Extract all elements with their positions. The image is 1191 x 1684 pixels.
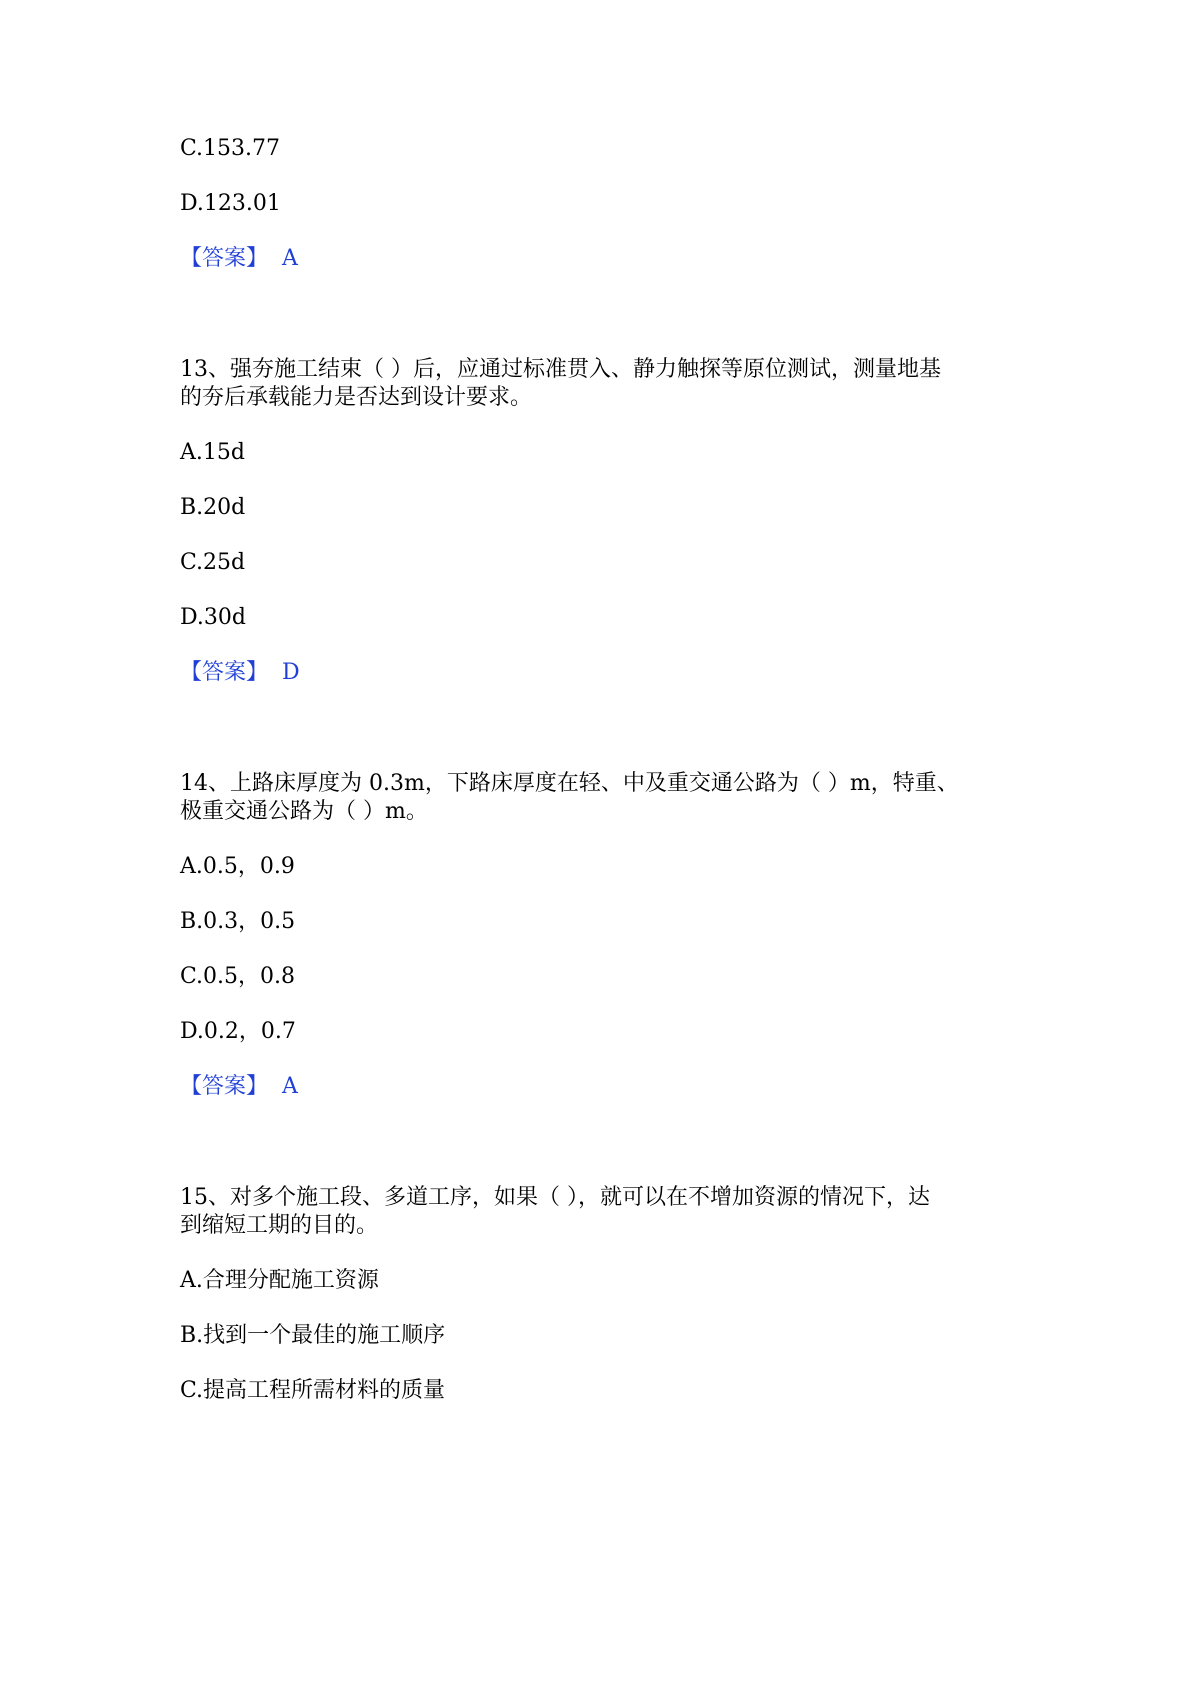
- answer-value: D: [282, 660, 300, 685]
- option-c: C.0.5，0.8: [180, 964, 296, 989]
- answer-value: A: [282, 1074, 298, 1099]
- option-a: A.0.5，0.9: [180, 854, 295, 879]
- question-13-line-1: 13、强夯施工结束（ ）后，应通过标准贯入、静力触探等原位测试，测量地基: [180, 357, 941, 382]
- answer-value: A: [282, 246, 298, 271]
- option-c: C.25d: [180, 550, 246, 575]
- question-14-line-2: 极重交通公路为（ ）m。: [180, 799, 428, 824]
- question-14-line-1: 14、上路床厚度为 0.3m，下路床厚度在轻、中及重交通公路为（ ）m，特重、: [180, 771, 959, 796]
- answer-row: [180, 658, 300, 688]
- option-c: C.提高工程所需材料的质量: [180, 1378, 446, 1403]
- option-d: D.123.01: [180, 191, 281, 216]
- option-b: B.找到一个最佳的施工顺序: [180, 1323, 446, 1348]
- option-c: C.153.77: [180, 136, 281, 161]
- question-13-line-2: 的夯后承载能力是否达到设计要求。: [180, 385, 533, 410]
- answer-label: 【答案】: [180, 1074, 269, 1099]
- option-a: A.15d: [180, 440, 245, 465]
- option-d: D.30d: [180, 605, 246, 630]
- option-d: D.0.2，0.7: [180, 1019, 296, 1044]
- answer-label: 【答案】: [180, 660, 269, 685]
- answer-label: 【答案】: [180, 246, 269, 271]
- option-a: A.合理分配施工资源: [180, 1268, 379, 1293]
- answer-row: [180, 244, 298, 274]
- option-b: B.20d: [180, 495, 246, 520]
- question-15-line-2: 到缩短工期的目的。: [180, 1213, 379, 1238]
- option-b: B.0.3，0.5: [180, 909, 296, 934]
- question-15-line-1: 15、对多个施工段、多道工序，如果（ ），就可以在不增加资源的情况下，达: [180, 1185, 930, 1210]
- answer-row: [180, 1072, 298, 1102]
